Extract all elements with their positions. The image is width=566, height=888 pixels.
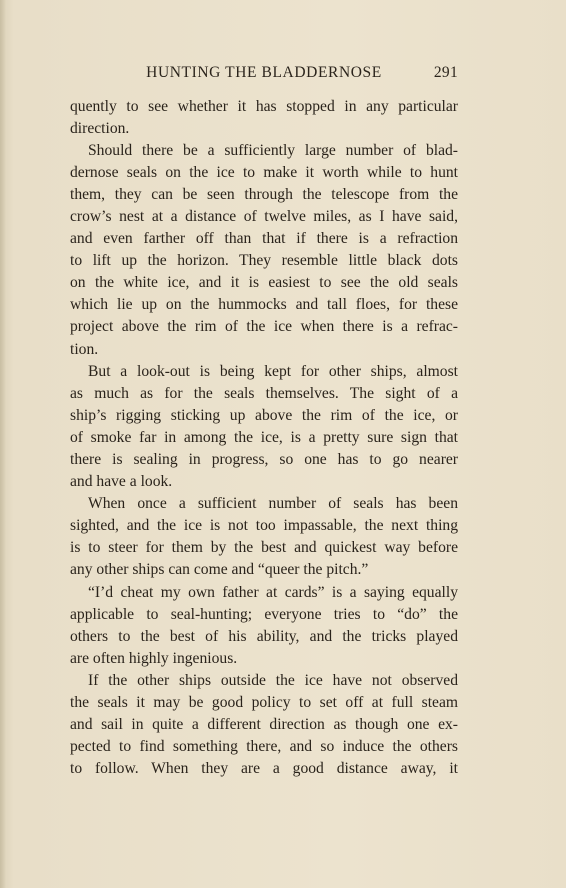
text-line: any other ships can come and “queer the pitch.” <box>70 561 369 579</box>
text-line: If the other ships outside the ice have not observed <box>88 671 458 689</box>
text-line: Should there be a sufficiently large number of blad- <box>88 141 458 159</box>
text-line: are often highly ingenious. <box>70 649 238 667</box>
text-line: and even farther off than that if there is a refraction <box>70 230 458 248</box>
text-line: to lift up the horizon. They resemble little black dots <box>70 252 458 270</box>
text-line: on the white ice, and it is easiest to see the old seals <box>70 274 458 292</box>
text-line: crow’s nest at a distance of twelve miles, as I have said, <box>70 207 458 225</box>
text-line: dernose seals on the ice to make it worth while to hunt <box>70 163 458 181</box>
text-line: quently to see whether it has stopped in any particular <box>70 97 458 115</box>
text-line: them, they can be seen through the telescope from the <box>70 185 458 203</box>
text-line: and sail in quite a different direction as though one ex- <box>70 716 458 734</box>
text-line: to follow. When they are a good distance away, it <box>70 760 458 778</box>
running-title: HUNTING THE BLADDERNOSE <box>146 64 382 81</box>
text-line: direction. <box>70 119 130 137</box>
page-gutter-shadow <box>0 0 6 888</box>
text-line: project above the rim of the ice when there is a refrac- <box>70 318 458 336</box>
text-line: tion. <box>70 340 99 358</box>
text-line: there is sealing in progress, so one has to go nearer <box>70 451 458 468</box>
text-line: and have a look. <box>70 473 173 491</box>
text-line: “I’d cheat my own father at cards” is a saying equally <box>88 583 458 601</box>
text-line: But a look-out is being kept for other ships, almost <box>88 362 458 380</box>
text-line: others to the best of his ability, and the tricks played <box>70 627 458 645</box>
text-line: When once a sufficient number of seals has been <box>88 495 458 513</box>
page-header <box>70 64 458 86</box>
text-line: the seals it may be good policy to set off at full steam <box>70 694 458 712</box>
text-line: pected to find something there, and so induce the others <box>70 738 458 756</box>
text-line: which lie up on the hummocks and tall floes, for these <box>70 296 458 314</box>
text-line: ship’s rigging sticking up above the rim of the ice, or <box>70 406 458 424</box>
text-line: is to steer for them by the best and quickest way before <box>70 539 458 557</box>
text-line: sighted, and the ice is not too impassable, the next thing <box>70 517 458 535</box>
text-line: as much as for the seals themselves. The sight of a <box>70 384 458 402</box>
page-number: 291 <box>433 64 458 81</box>
text-line: applicable to seal-hunting; everyone tries to “do” the <box>70 605 458 623</box>
text-line: of smoke far in among the ice, is a pretty sure sign that <box>70 428 458 446</box>
body-text <box>70 96 458 781</box>
